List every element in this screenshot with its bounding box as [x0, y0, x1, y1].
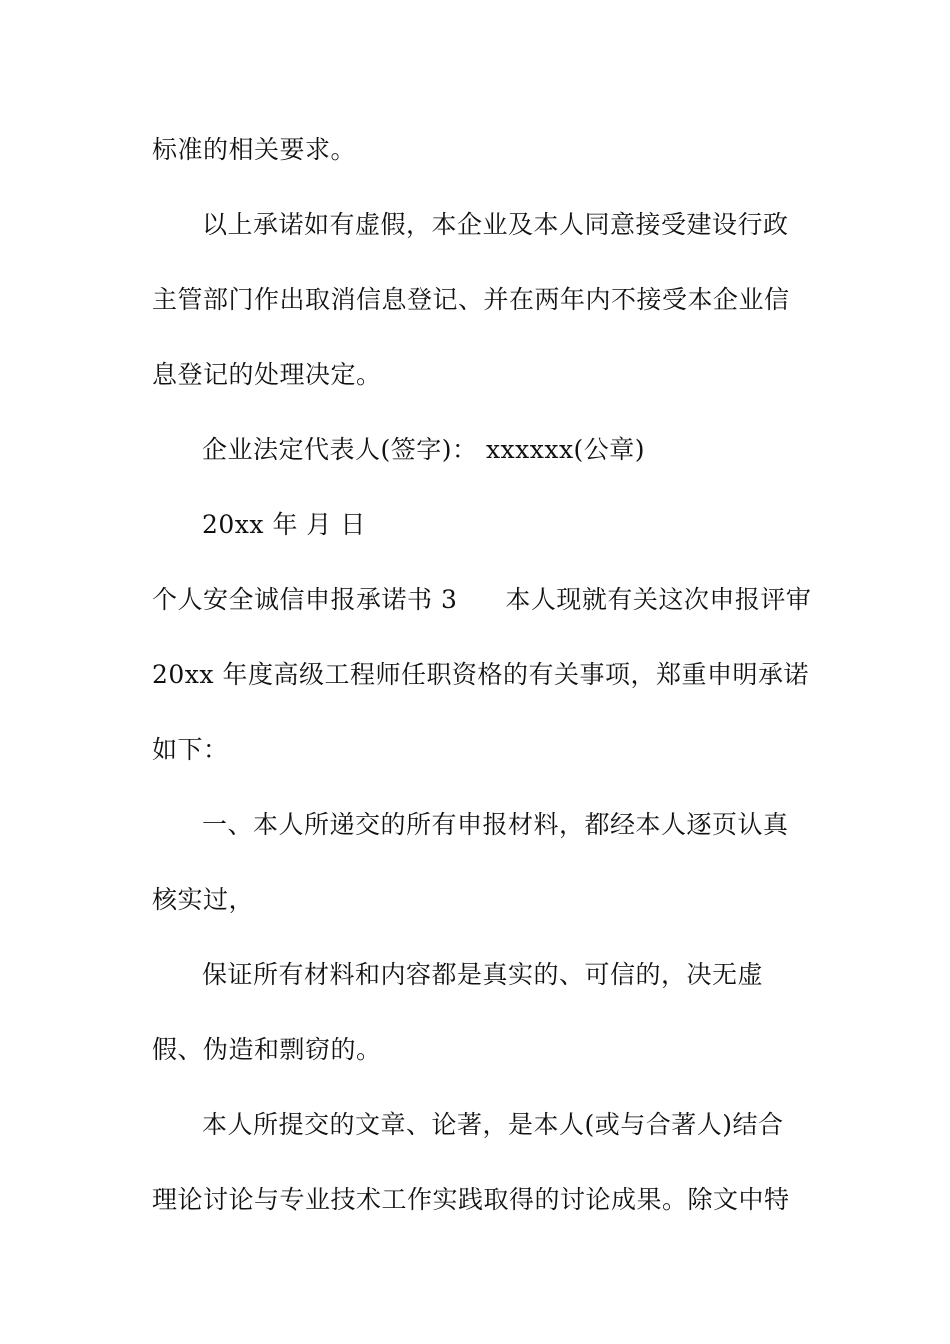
- text-line-8: 20xx 年度高级工程师任职资格的有关事项，郑重申明承诺: [152, 660, 809, 689]
- section-title: 个人安全诚信申报承诺书 3: [152, 585, 458, 614]
- date-line: 20xx 年 月 日: [202, 510, 366, 539]
- text-line-14: 本人所提交的文章、论著，是本人(或与合著人)结合: [202, 1110, 784, 1139]
- signature-line: 企业法定代表人(签字)： xxxxxx(公章): [202, 435, 646, 464]
- text-line-1: 标准的相关要求。: [152, 135, 357, 164]
- text-line-3: 主管部门作出取消信息登记、并在两年内不接受本企业信: [152, 285, 790, 314]
- text-line-10: 一、本人所递交的所有申报材料，都经本人逐页认真: [202, 810, 789, 839]
- text-line-4: 息登记的处理决定。: [152, 360, 382, 389]
- text-line-12: 保证所有材料和内容都是真实的、可信的，决无虚: [202, 960, 764, 989]
- text-line-13: 假、伪造和剽窃的。: [152, 1035, 382, 1064]
- text-line-15: 理论讨论与专业技术工作实践取得的讨论成果。除文中特: [152, 1185, 790, 1214]
- text-line-11: 核实过，: [152, 885, 255, 914]
- section-intro: 本人现就有关这次申报评审: [505, 585, 812, 614]
- text-line-2: 以上承诺如有虚假，本企业及本人同意接受建设行政: [202, 210, 789, 239]
- section-title-line: [152, 584, 811, 616]
- text-line-9: 如下：: [152, 735, 229, 764]
